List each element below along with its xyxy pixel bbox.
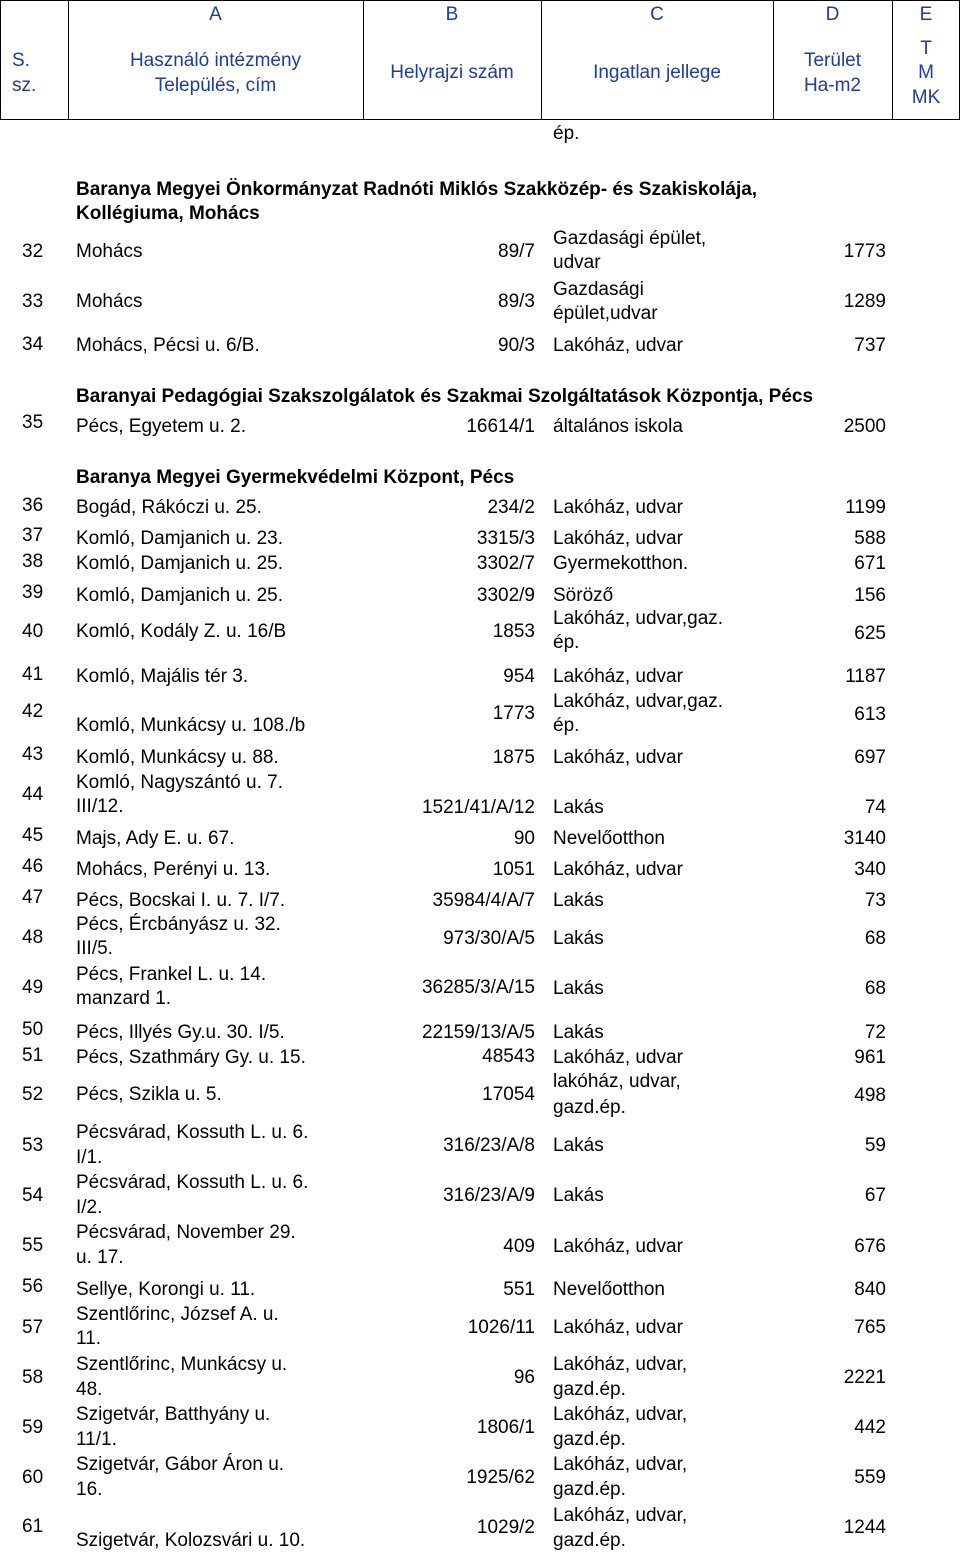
- row-area: 840: [854, 1279, 886, 1300]
- row-address-line2: 48.: [76, 1379, 103, 1400]
- column-letter-d: D: [825, 4, 840, 25]
- row-type: Lakóház, udvar,gaz.: [553, 691, 724, 712]
- row-type: lakóház, udvar,: [553, 1071, 681, 1092]
- row-area: 613: [854, 704, 886, 725]
- row-type: Lakóház, udvar: [553, 1317, 683, 1338]
- section-title-1-line2: Kollégiuma, Mohács: [76, 203, 260, 224]
- row-number: 40: [22, 621, 44, 642]
- row-area: 68: [864, 978, 886, 999]
- row-type: Lakás: [553, 890, 604, 911]
- row-type: Söröző: [553, 585, 614, 606]
- row-type: Lakóház, udvar,: [553, 1404, 688, 1425]
- row-type: Lakóház, udvar: [553, 528, 683, 549]
- row-type: Lakóház, udvar: [553, 1236, 683, 1257]
- row-type-line2: gazd.ép.: [553, 1379, 626, 1400]
- row-area: 1187: [845, 666, 886, 687]
- row-number: 39: [22, 582, 44, 603]
- row-address: Mohács: [76, 241, 143, 262]
- row-address: Komló, Kodály Z. u. 16/B: [76, 621, 287, 642]
- column-letter-e: E: [919, 4, 933, 25]
- row-type: Lakóház, udvar,: [553, 1354, 688, 1375]
- row-type: Lakóház, udvar: [553, 859, 683, 880]
- header-helyrajzi-szam: Helyrajzi szám: [390, 62, 514, 83]
- row-helyrajzi-szam: 16614/1: [466, 416, 535, 437]
- row-helyrajzi-szam: 1026/11: [467, 1317, 535, 1338]
- row-address-line2: III/12.: [76, 796, 124, 817]
- row-type-line2: gazd.ép.: [553, 1479, 626, 1500]
- row-address: Mohács: [76, 291, 143, 312]
- row-area: 1244: [843, 1517, 886, 1538]
- row-area: 340: [854, 859, 886, 880]
- row-number: 46: [22, 856, 44, 877]
- row-helyrajzi-szam: 90/3: [498, 335, 535, 356]
- row-helyrajzi-szam: 316/23/A/9: [443, 1185, 535, 1206]
- row-helyrajzi-szam: 3302/7: [476, 553, 535, 574]
- row-area: 156: [854, 585, 886, 606]
- row-area: 2221: [843, 1367, 886, 1388]
- row-number: 55: [22, 1235, 44, 1256]
- row-area: 671: [854, 553, 886, 574]
- row-number: 36: [22, 495, 44, 516]
- stray-ep-text: ép.: [553, 123, 580, 144]
- row-address: Mohács, Pécsi u. 6/B.: [76, 335, 260, 356]
- row-helyrajzi-szam: 22159/13/A/5: [421, 1022, 535, 1043]
- row-type: Lakóház, udvar,: [553, 1454, 688, 1475]
- row-helyrajzi-szam: 316/23/A/8: [443, 1135, 535, 1156]
- row-address: Szigetvár, Batthyány u.: [76, 1404, 271, 1425]
- row-type-line2: ép.: [553, 715, 580, 736]
- row-number: 41: [22, 664, 44, 685]
- header-terulet-1: Terület: [803, 50, 862, 71]
- column-letter-a: A: [209, 4, 222, 25]
- row-type: általános iskola: [553, 416, 683, 437]
- row-number: 58: [22, 1367, 44, 1388]
- row-number: 51: [22, 1045, 44, 1066]
- row-address: Komló, Majális tér 3.: [76, 666, 249, 687]
- row-address: Pécsvárad, Kossuth L. u. 6.: [76, 1172, 309, 1193]
- row-type: Gazdasági épület,: [553, 228, 707, 249]
- row-number: 57: [22, 1317, 44, 1338]
- row-number: 43: [22, 744, 44, 765]
- row-helyrajzi-szam: 234/2: [487, 497, 535, 518]
- row-type: Nevelőotthon: [553, 828, 665, 849]
- row-number: 53: [22, 1135, 44, 1156]
- row-type: Lakóház, udvar: [553, 1047, 683, 1068]
- row-address: Majs, Ady E. u. 67.: [76, 828, 235, 849]
- row-number: 35: [22, 412, 44, 433]
- row-address: Pécs, Szikla u. 5.: [76, 1084, 222, 1105]
- row-helyrajzi-szam: 1521/41/A/12: [421, 797, 535, 818]
- header-s-sz-1: S.: [12, 50, 30, 71]
- row-type: Lakóház, udvar: [553, 497, 683, 518]
- row-type: Lakás: [553, 1022, 604, 1043]
- row-number: 54: [22, 1185, 44, 1206]
- row-address: Pécs, Bocskai I. u. 7. I/7.: [76, 890, 286, 911]
- row-area: 737: [854, 335, 886, 356]
- row-helyrajzi-szam: 1773: [492, 703, 535, 724]
- row-area: 697: [854, 747, 886, 768]
- row-address: Pécs, Egyetem u. 2.: [76, 416, 247, 437]
- row-area: 498: [854, 1085, 886, 1106]
- row-type: Lakás: [553, 1185, 604, 1206]
- row-address: Komló, Damjanich u. 25.: [76, 553, 283, 574]
- row-address: Szigetvár, Gábor Áron u.: [76, 1454, 285, 1475]
- row-helyrajzi-szam: 96: [513, 1367, 535, 1388]
- section-title-2: Baranyai Pedagógiai Szakszolgálatok és Szakmai Szolgáltatások Központja, Pécs: [76, 386, 814, 407]
- row-helyrajzi-szam: 36285/3/A/15: [421, 977, 535, 998]
- row-helyrajzi-szam: 551: [503, 1279, 535, 1300]
- row-number: 33: [22, 291, 44, 312]
- row-type-line2: gazd.ép.: [553, 1097, 626, 1118]
- row-type: Nevelőotthon: [553, 1279, 665, 1300]
- row-address: Pécs, Szathmáry Gy. u. 15.: [76, 1047, 306, 1068]
- row-helyrajzi-szam: 973/30/A/5: [443, 928, 535, 949]
- header-tmk-1: T: [920, 38, 932, 59]
- row-helyrajzi-szam: 1806/1: [476, 1417, 535, 1438]
- row-helyrajzi-szam: 1853: [492, 621, 535, 642]
- row-address-line2: 11.: [76, 1328, 102, 1349]
- row-area: 67: [864, 1185, 886, 1206]
- row-type: Lakás: [553, 1135, 604, 1156]
- row-helyrajzi-szam: 89/3: [498, 291, 535, 312]
- row-address: Pécsvárad, November 29.: [76, 1222, 296, 1243]
- row-address: Pécs, Frankel L. u. 14.: [76, 964, 267, 985]
- row-number: 59: [22, 1417, 44, 1438]
- header-top-border: [0, 0, 960, 1]
- row-address: Pécs, Illyés Gy.u. 30. I/5.: [76, 1022, 285, 1043]
- row-address-line2: III/5.: [76, 938, 113, 959]
- row-type: Gazdasági: [553, 279, 644, 300]
- row-area: 59: [864, 1135, 886, 1156]
- section-title-1: Baranya Megyei Önkormányzat Radnóti Miklós Szakközép- és Szakiskolája,: [76, 179, 758, 200]
- row-helyrajzi-szam: 89/7: [498, 241, 535, 262]
- row-helyrajzi-szam: 3302/9: [476, 585, 535, 606]
- row-number: 50: [22, 1019, 44, 1040]
- row-address-line2: I/2.: [76, 1197, 103, 1218]
- header-bottom-border: [0, 119, 960, 120]
- row-number: 37: [22, 525, 44, 546]
- row-type: Lakás: [553, 797, 604, 818]
- row-number: 61: [22, 1516, 44, 1537]
- row-area: 676: [854, 1236, 886, 1257]
- column-letter-c: C: [650, 4, 664, 25]
- header-ingatlan-jellege: Ingatlan jellege: [593, 62, 721, 83]
- row-area: 3140: [843, 828, 886, 849]
- row-area: 72: [864, 1022, 886, 1043]
- row-helyrajzi-szam: 954: [503, 666, 535, 687]
- row-address-line2: 11/1.: [76, 1429, 117, 1450]
- row-area: 73: [864, 890, 886, 911]
- row-address-line2: I/1.: [76, 1147, 103, 1168]
- header-tmk-2: M: [918, 62, 934, 83]
- row-number: 34: [22, 334, 44, 355]
- row-number: 38: [22, 551, 44, 572]
- row-area: 74: [864, 797, 886, 818]
- row-helyrajzi-szam: 3315/3: [476, 528, 535, 549]
- row-address-line2: 16.: [76, 1479, 103, 1500]
- row-type: Lakóház, udvar: [553, 335, 683, 356]
- row-address: Szentlőrinc, Munkácsy u.: [76, 1354, 288, 1375]
- row-area: 2500: [843, 416, 886, 437]
- row-helyrajzi-szam: 90: [513, 828, 535, 849]
- row-address-line2: u. 17.: [76, 1247, 124, 1268]
- row-area: 1289: [843, 291, 886, 312]
- row-type-line2: gazd.ép.: [553, 1530, 626, 1551]
- row-helyrajzi-szam: 1029/2: [476, 1517, 535, 1538]
- row-number: 42: [22, 701, 44, 722]
- row-address: Bogád, Rákóczi u. 25.: [76, 497, 262, 518]
- row-number: 49: [22, 977, 44, 998]
- row-type-line2: gazd.ép.: [553, 1429, 626, 1450]
- row-number: 44: [22, 784, 44, 805]
- row-type-line2: ép.: [553, 632, 580, 653]
- row-area: 559: [854, 1467, 886, 1488]
- row-helyrajzi-szam: 35984/4/A/7: [432, 890, 535, 911]
- column-letter-b: B: [445, 4, 459, 25]
- header-s-sz-2: sz.: [12, 75, 37, 96]
- row-address: Mohács, Perényi u. 13.: [76, 859, 271, 880]
- row-address: Pécsvárad, Kossuth L. u. 6.: [76, 1122, 309, 1143]
- row-number: 52: [22, 1084, 44, 1105]
- row-number: 60: [22, 1467, 44, 1488]
- row-address: Sellye, Korongi u. 11.: [76, 1279, 256, 1300]
- row-address: Komló, Nagyszántó u. 7.: [76, 772, 283, 793]
- row-area: 625: [854, 623, 886, 644]
- row-number: 47: [22, 887, 44, 908]
- row-number: 45: [22, 825, 44, 846]
- row-address-line2: Szigetvár, Kolozsvári u. 10.: [76, 1530, 306, 1551]
- row-area: 588: [854, 528, 886, 549]
- row-helyrajzi-szam: 1875: [492, 747, 535, 768]
- row-type: Lakás: [553, 928, 604, 949]
- row-number: 56: [22, 1276, 44, 1297]
- row-helyrajzi-szam: 1051: [492, 859, 535, 880]
- header-left-border: [0, 0, 1, 120]
- row-helyrajzi-szam: 409: [503, 1236, 535, 1257]
- row-type-line2: udvar: [553, 252, 601, 273]
- section-title-3: Baranya Megyei Gyermekvédelmi Központ, Pécs: [76, 467, 515, 488]
- header-intezmeny-2: Település, cím: [154, 75, 277, 96]
- header-intezmeny-1: Használó intézmény: [129, 50, 302, 71]
- row-type: Gyermekotthon.: [553, 553, 689, 574]
- row-number: 32: [22, 241, 44, 262]
- row-helyrajzi-szam: 1925/62: [466, 1467, 535, 1488]
- row-type: Lakóház, udvar,gaz.: [553, 608, 724, 629]
- row-address: Komló, Damjanich u. 25.: [76, 585, 283, 606]
- row-address-line2: manzard 1.: [76, 988, 172, 1009]
- row-type: Lakóház, udvar,: [553, 1505, 688, 1526]
- row-helyrajzi-szam: 48543: [482, 1046, 535, 1067]
- row-address: Pécs, Ércbányász u. 32.: [76, 914, 281, 935]
- row-helyrajzi-szam: 17054: [482, 1084, 535, 1105]
- row-type-line2: épület,udvar: [553, 303, 658, 324]
- row-number: 48: [22, 927, 44, 948]
- row-address: Komló, Damjanich u. 23.: [76, 528, 283, 549]
- row-address: Komló, Munkácsy u. 88.: [76, 747, 279, 768]
- row-area: 765: [854, 1317, 886, 1338]
- row-address: Komló, Munkácsy u. 108./b: [76, 715, 306, 736]
- row-area: 1773: [843, 241, 886, 262]
- row-area: 442: [854, 1417, 886, 1438]
- row-type: Lakóház, udvar: [553, 666, 683, 687]
- header-terulet-2: Ha-m2: [803, 75, 861, 96]
- row-area: 1199: [845, 497, 886, 518]
- row-type: Lakóház, udvar: [553, 747, 683, 768]
- row-area: 961: [854, 1047, 886, 1068]
- row-type: Lakás: [553, 978, 604, 999]
- row-area: 68: [864, 928, 886, 949]
- row-address: Szentlőrinc, József A. u.: [76, 1304, 279, 1325]
- header-tmk-3: MK: [911, 87, 941, 108]
